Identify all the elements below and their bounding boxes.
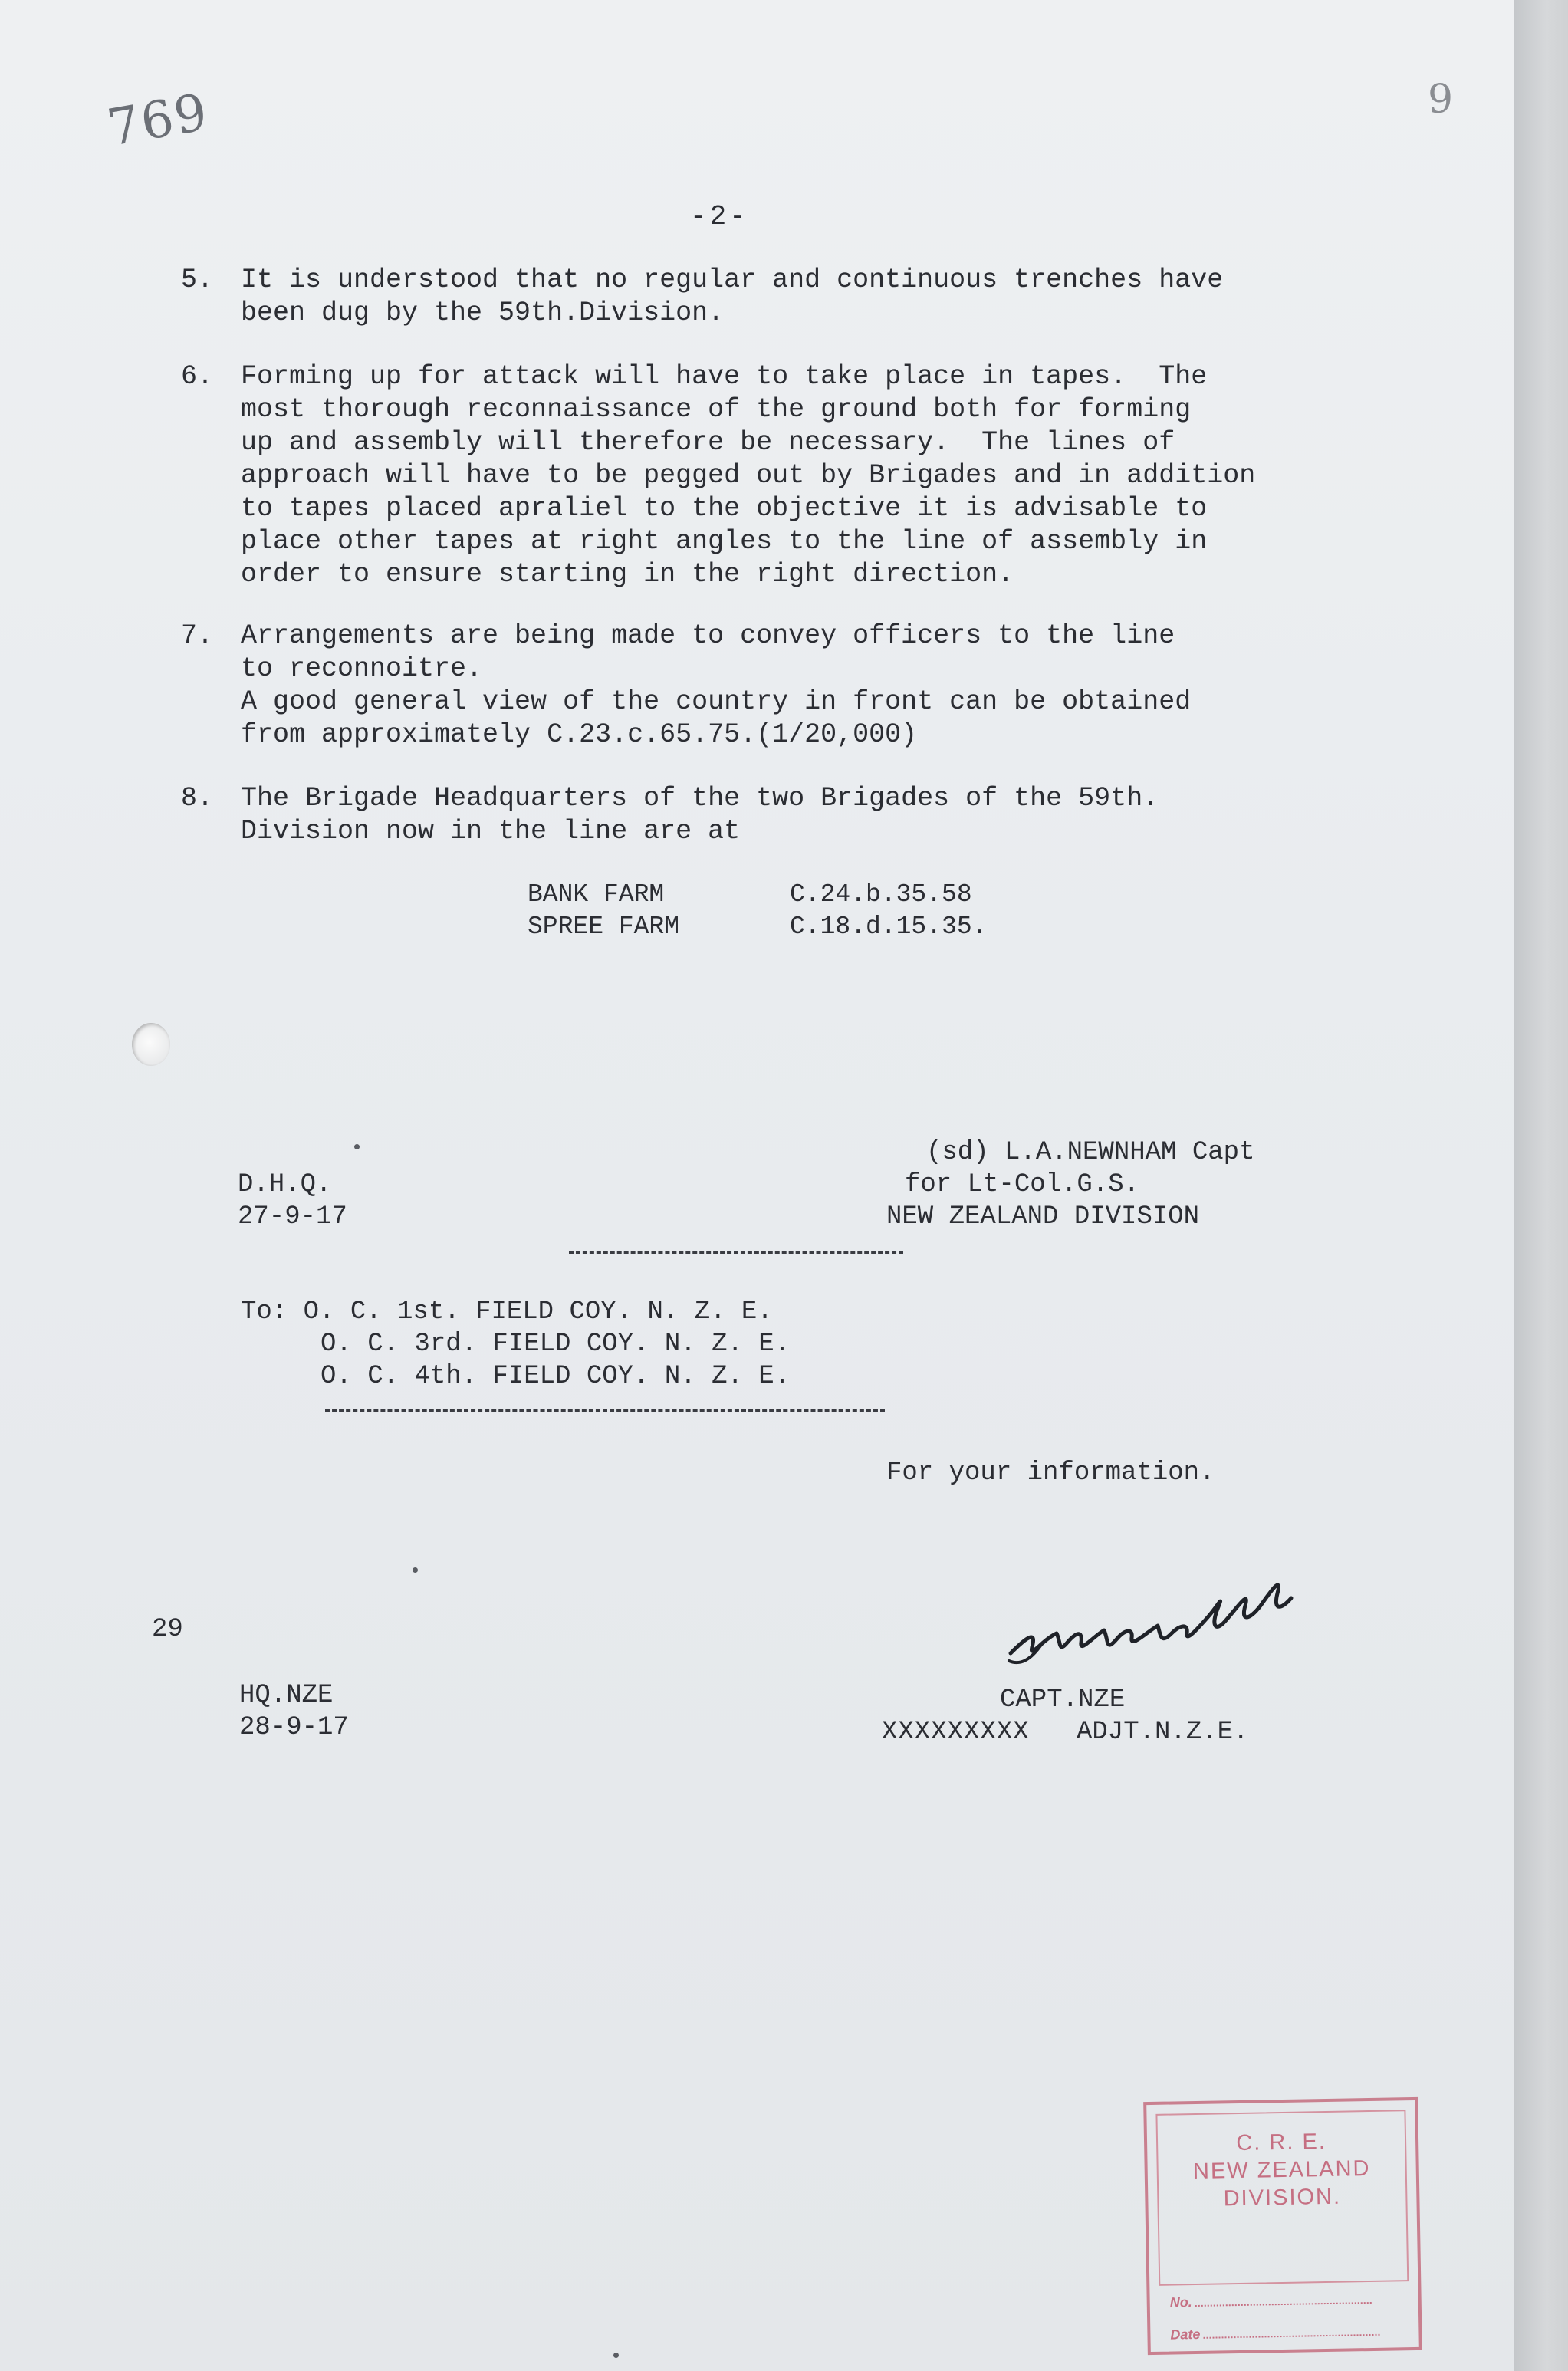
paragraph-number: 5. xyxy=(181,265,214,295)
paragraph-number: 7. xyxy=(181,620,214,651)
recipient: O. C. 3rd. FIELD COY. N. Z. E. xyxy=(321,1330,791,1359)
divider-line xyxy=(325,1409,885,1412)
paragraph-5 xyxy=(181,264,1446,330)
paragraph-number: 6. xyxy=(181,361,214,392)
paragraph-6 xyxy=(181,360,1446,591)
stamp-number-label: No. xyxy=(1169,2294,1192,2310)
stamp-line: DIVISION. xyxy=(1223,2184,1342,2212)
divider-line xyxy=(569,1251,903,1254)
brigade-hq-row xyxy=(528,879,987,911)
distribution-line xyxy=(241,1296,773,1328)
hq-origin: HQ.NZE xyxy=(239,1681,334,1710)
stamp-line: C. R. E. xyxy=(1236,2129,1327,2156)
to-label: To: xyxy=(241,1297,288,1327)
rank-line: CAPT.NZE xyxy=(1000,1685,1126,1715)
page-number: -2- xyxy=(690,201,749,232)
signatory-division: NEW ZEALAND DIVISION xyxy=(886,1202,1200,1232)
handwritten-signature xyxy=(997,1563,1311,1678)
origin-block xyxy=(238,1169,347,1233)
paragraph-7 xyxy=(181,620,1446,751)
paragraph-text: It is understood that no regular and continuous trenches have been dug by the 59th.Division. xyxy=(241,265,1224,328)
stamp-number-field xyxy=(1170,2291,1372,2311)
hq-name: SPREE FARM xyxy=(528,913,680,941)
stamp-line: NEW ZEALAND xyxy=(1192,2156,1371,2185)
brigade-hq-row xyxy=(528,911,987,943)
origin-date: 27-9-17 xyxy=(238,1202,347,1232)
role-line: ADJT.N.Z.E. xyxy=(1077,1718,1249,1747)
cre-stamp xyxy=(1143,2097,1422,2355)
paragraph-8 xyxy=(181,782,1446,848)
paragraph-text: The Brigade Headquarters of the two Brigades of the 59th. Division now in the line are at xyxy=(241,783,1159,847)
struck-out-text: XXXXXXXXX xyxy=(882,1718,1030,1747)
signed-by: (sd) L.A.NEWNHAM Capt xyxy=(926,1138,1255,1167)
folio-number: 9 xyxy=(1428,77,1454,123)
ink-speck xyxy=(354,1144,360,1149)
signatory-for: for Lt-Col.G.S. xyxy=(905,1170,1140,1199)
stamp-date-field xyxy=(1170,2323,1379,2343)
brigade-hq-list xyxy=(528,879,987,943)
background-sheet-edge xyxy=(1514,0,1568,2371)
punch-hole xyxy=(132,1023,170,1066)
ink-speck xyxy=(413,1567,418,1573)
hq-name: BANK FARM xyxy=(528,880,665,909)
recipient: O. C. 1st. FIELD COY. N. Z. E. xyxy=(303,1297,773,1327)
stamp-header xyxy=(1155,2110,1409,2286)
origin: D.H.Q. xyxy=(238,1170,332,1199)
hq-date: 28-9-17 xyxy=(239,1713,349,1742)
map-reference: C.24.b.35.58 xyxy=(790,880,972,909)
stamp-date-label: Date xyxy=(1170,2326,1201,2343)
paragraph-text: Arrangements are being made to convey officers to the line to reconnoitre. A good general view of the country in front can be obtained from approximately C.23.c.65.75.(1/20,000) xyxy=(241,620,1192,750)
ink-speck xyxy=(613,2353,619,2358)
paragraph-text: Forming up for attack will have to take place in tapes. The most thorough reconnaissance of the ground both for forming up and assembly will therefore be necessary. The lines of approach will have to be pegged out by Brigades and in addition to tapes placed apraliel to the objective it is advisable to place other tapes at right angles to the line of assembly in order to ensure starting in the right direction. xyxy=(241,361,1256,590)
archive-number: 769 xyxy=(103,82,213,158)
margin-number: 29 xyxy=(152,1615,183,1644)
forwarding-note: For your information. xyxy=(886,1458,1215,1488)
paragraph-number: 8. xyxy=(181,783,214,814)
recipient: O. C. 4th. FIELD COY. N. Z. E. xyxy=(321,1362,791,1391)
map-reference: C.18.d.15.35. xyxy=(790,913,988,941)
